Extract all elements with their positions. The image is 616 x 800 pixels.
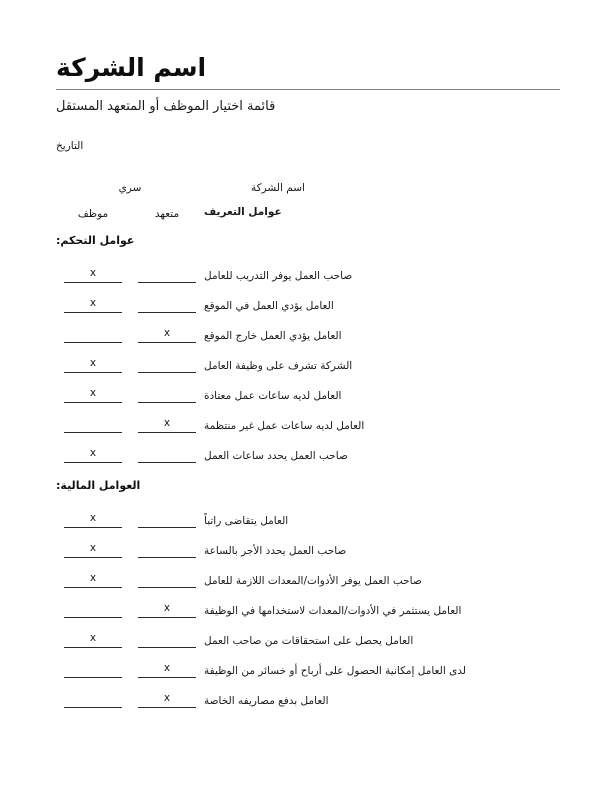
contractor-line bbox=[138, 617, 196, 618]
contractor-checkbox[interactable] bbox=[130, 328, 204, 347]
contractor-line bbox=[138, 527, 196, 528]
employee-line bbox=[64, 312, 122, 313]
contractor-line bbox=[138, 282, 196, 283]
identification-factors-label: عوامل التعريف bbox=[204, 206, 282, 219]
employee-checkbox[interactable] bbox=[56, 298, 130, 317]
contractor-mark: x bbox=[163, 602, 171, 615]
contractor-mark: x bbox=[163, 417, 171, 430]
employee-checkbox[interactable] bbox=[56, 268, 130, 287]
checklist-row bbox=[56, 317, 560, 347]
document-header bbox=[56, 52, 560, 152]
employee-line bbox=[64, 282, 122, 283]
checklist-label: العامل لديه ساعات عمل معتادة bbox=[204, 390, 342, 403]
employee-line bbox=[64, 587, 122, 588]
employee-checkbox[interactable] bbox=[56, 543, 130, 562]
employee-checkbox[interactable] bbox=[56, 358, 130, 377]
contractor-checkbox[interactable] bbox=[130, 663, 204, 682]
contractor-checkbox[interactable] bbox=[130, 358, 204, 377]
employee-checkbox[interactable] bbox=[56, 573, 130, 592]
employee-checkbox[interactable] bbox=[56, 448, 130, 467]
employee-mark: x bbox=[89, 632, 97, 645]
employee-line bbox=[64, 617, 122, 618]
contractor-checkbox[interactable] bbox=[130, 573, 204, 592]
header-divider bbox=[56, 89, 560, 90]
checklist-row bbox=[56, 502, 560, 532]
employee-mark: x bbox=[89, 357, 97, 370]
checklist-label: لدى العامل إمكانية الحصول على أرباح أو خسائر من الوظيفة bbox=[204, 665, 467, 678]
employee-mark: x bbox=[89, 542, 97, 555]
employee-line bbox=[64, 402, 122, 403]
contractor-checkbox[interactable] bbox=[130, 448, 204, 467]
checklist-row bbox=[56, 257, 560, 287]
checklist-label: الشركة تشرف على وظيفة العامل bbox=[204, 360, 353, 373]
checklist-label: صاحب العمل يحدد ساعات العمل bbox=[204, 450, 348, 463]
contractor-line bbox=[138, 312, 196, 313]
employee-line bbox=[64, 707, 122, 708]
contractor-checkbox[interactable] bbox=[130, 298, 204, 317]
contractor-line bbox=[138, 342, 196, 343]
employee-mark: x bbox=[89, 572, 97, 585]
checklist-label: صاحب العمل يوفر الأدوات/المعدات اللازمة للعامل bbox=[204, 575, 422, 588]
checklist-row bbox=[56, 562, 560, 592]
column-header-contractor: متعهد bbox=[154, 208, 180, 221]
employee-line bbox=[64, 527, 122, 528]
contractor-mark: x bbox=[163, 327, 171, 340]
top-name-row bbox=[56, 182, 560, 194]
contractor-mark: x bbox=[163, 662, 171, 675]
employee-checkbox[interactable] bbox=[56, 328, 130, 347]
section-title-financial: العوامل المالية: bbox=[56, 479, 141, 493]
checklist-label: العامل يستثمر في الأدوات/المعدات لاستخدامها في الوظيفة bbox=[204, 605, 462, 618]
checklist-row bbox=[56, 407, 560, 437]
contractor-line bbox=[138, 402, 196, 403]
employee-checkbox[interactable] bbox=[56, 388, 130, 407]
date-label: التاريخ bbox=[56, 140, 84, 153]
contractor-mark: x bbox=[163, 692, 171, 705]
employee-line bbox=[64, 342, 122, 343]
employee-checkbox[interactable] bbox=[56, 603, 130, 622]
employee-mark: x bbox=[89, 447, 97, 460]
section-title-control: عوامل التحكم: bbox=[56, 234, 135, 248]
employee-checkbox[interactable] bbox=[56, 663, 130, 682]
employee-mark: x bbox=[89, 387, 97, 400]
employee-line bbox=[64, 462, 122, 463]
checklist-row bbox=[56, 347, 560, 377]
contractor-checkbox[interactable] bbox=[130, 633, 204, 652]
employee-mark: x bbox=[89, 512, 97, 525]
checklist-label: صاحب العمل يحدد الأجر بالساعة bbox=[204, 545, 347, 558]
checklist-row bbox=[56, 682, 560, 712]
contractor-line bbox=[138, 557, 196, 558]
top-name-spacer bbox=[352, 182, 560, 194]
employee-line bbox=[64, 647, 122, 648]
contractor-line bbox=[138, 707, 196, 708]
contractor-checkbox[interactable] bbox=[130, 543, 204, 562]
employee-mark: x bbox=[89, 297, 97, 310]
checklist-label: العامل يحصل على استحقاقات من صاحب العمل bbox=[204, 635, 414, 648]
contractor-line bbox=[138, 432, 196, 433]
checklist-label: العامل يؤدي العمل خارج الموقع bbox=[204, 330, 342, 343]
contractor-line bbox=[138, 462, 196, 463]
contractor-line bbox=[138, 677, 196, 678]
company-name: اسم الشركة bbox=[56, 53, 207, 82]
employee-line bbox=[64, 557, 122, 558]
employee-line bbox=[64, 372, 122, 373]
contractor-line bbox=[138, 372, 196, 373]
checklist-row bbox=[56, 532, 560, 562]
contractor-line bbox=[138, 587, 196, 588]
contractor-checkbox[interactable] bbox=[130, 268, 204, 287]
document-subtitle: قائمة اختيار الموظف أو المتعهد المستقل bbox=[56, 99, 276, 115]
checklist-label: العامل يتقاضى راتباً bbox=[204, 515, 289, 528]
checklist-row bbox=[56, 592, 560, 622]
column-header-row bbox=[56, 206, 560, 220]
employee-line bbox=[64, 677, 122, 678]
contractor-checkbox[interactable] bbox=[130, 693, 204, 712]
checklist-label: صاحب العمل يوفر التدريب للعامل bbox=[204, 270, 353, 283]
checklist-label: العامل لديه ساعات عمل غير منتظمة bbox=[204, 420, 365, 433]
checklist-row bbox=[56, 622, 560, 652]
contractor-line bbox=[138, 647, 196, 648]
column-header-employee: موظف bbox=[77, 208, 109, 221]
employee-checkbox[interactable] bbox=[56, 633, 130, 652]
checklist-label: العامل يؤدي العمل في الموقع bbox=[204, 300, 334, 313]
employee-checkbox[interactable] bbox=[56, 418, 130, 437]
contractor-checkbox[interactable] bbox=[130, 603, 204, 622]
checklist-row bbox=[56, 377, 560, 407]
checklist-row bbox=[56, 437, 560, 467]
secret-field-label: سري bbox=[118, 182, 142, 195]
company-field-label: اسم الشركة bbox=[251, 182, 305, 195]
checklist-row bbox=[56, 652, 560, 682]
employee-mark: x bbox=[89, 267, 97, 280]
employee-checkbox[interactable] bbox=[56, 693, 130, 712]
employee-checkbox[interactable] bbox=[56, 513, 130, 532]
checklist-label: العامل بدفع مصاريفه الخاصة bbox=[204, 695, 329, 708]
contractor-checkbox[interactable] bbox=[130, 418, 204, 437]
employee-line bbox=[64, 432, 122, 433]
contractor-checkbox[interactable] bbox=[130, 513, 204, 532]
contractor-checkbox[interactable] bbox=[130, 388, 204, 407]
checklist-row bbox=[56, 287, 560, 317]
